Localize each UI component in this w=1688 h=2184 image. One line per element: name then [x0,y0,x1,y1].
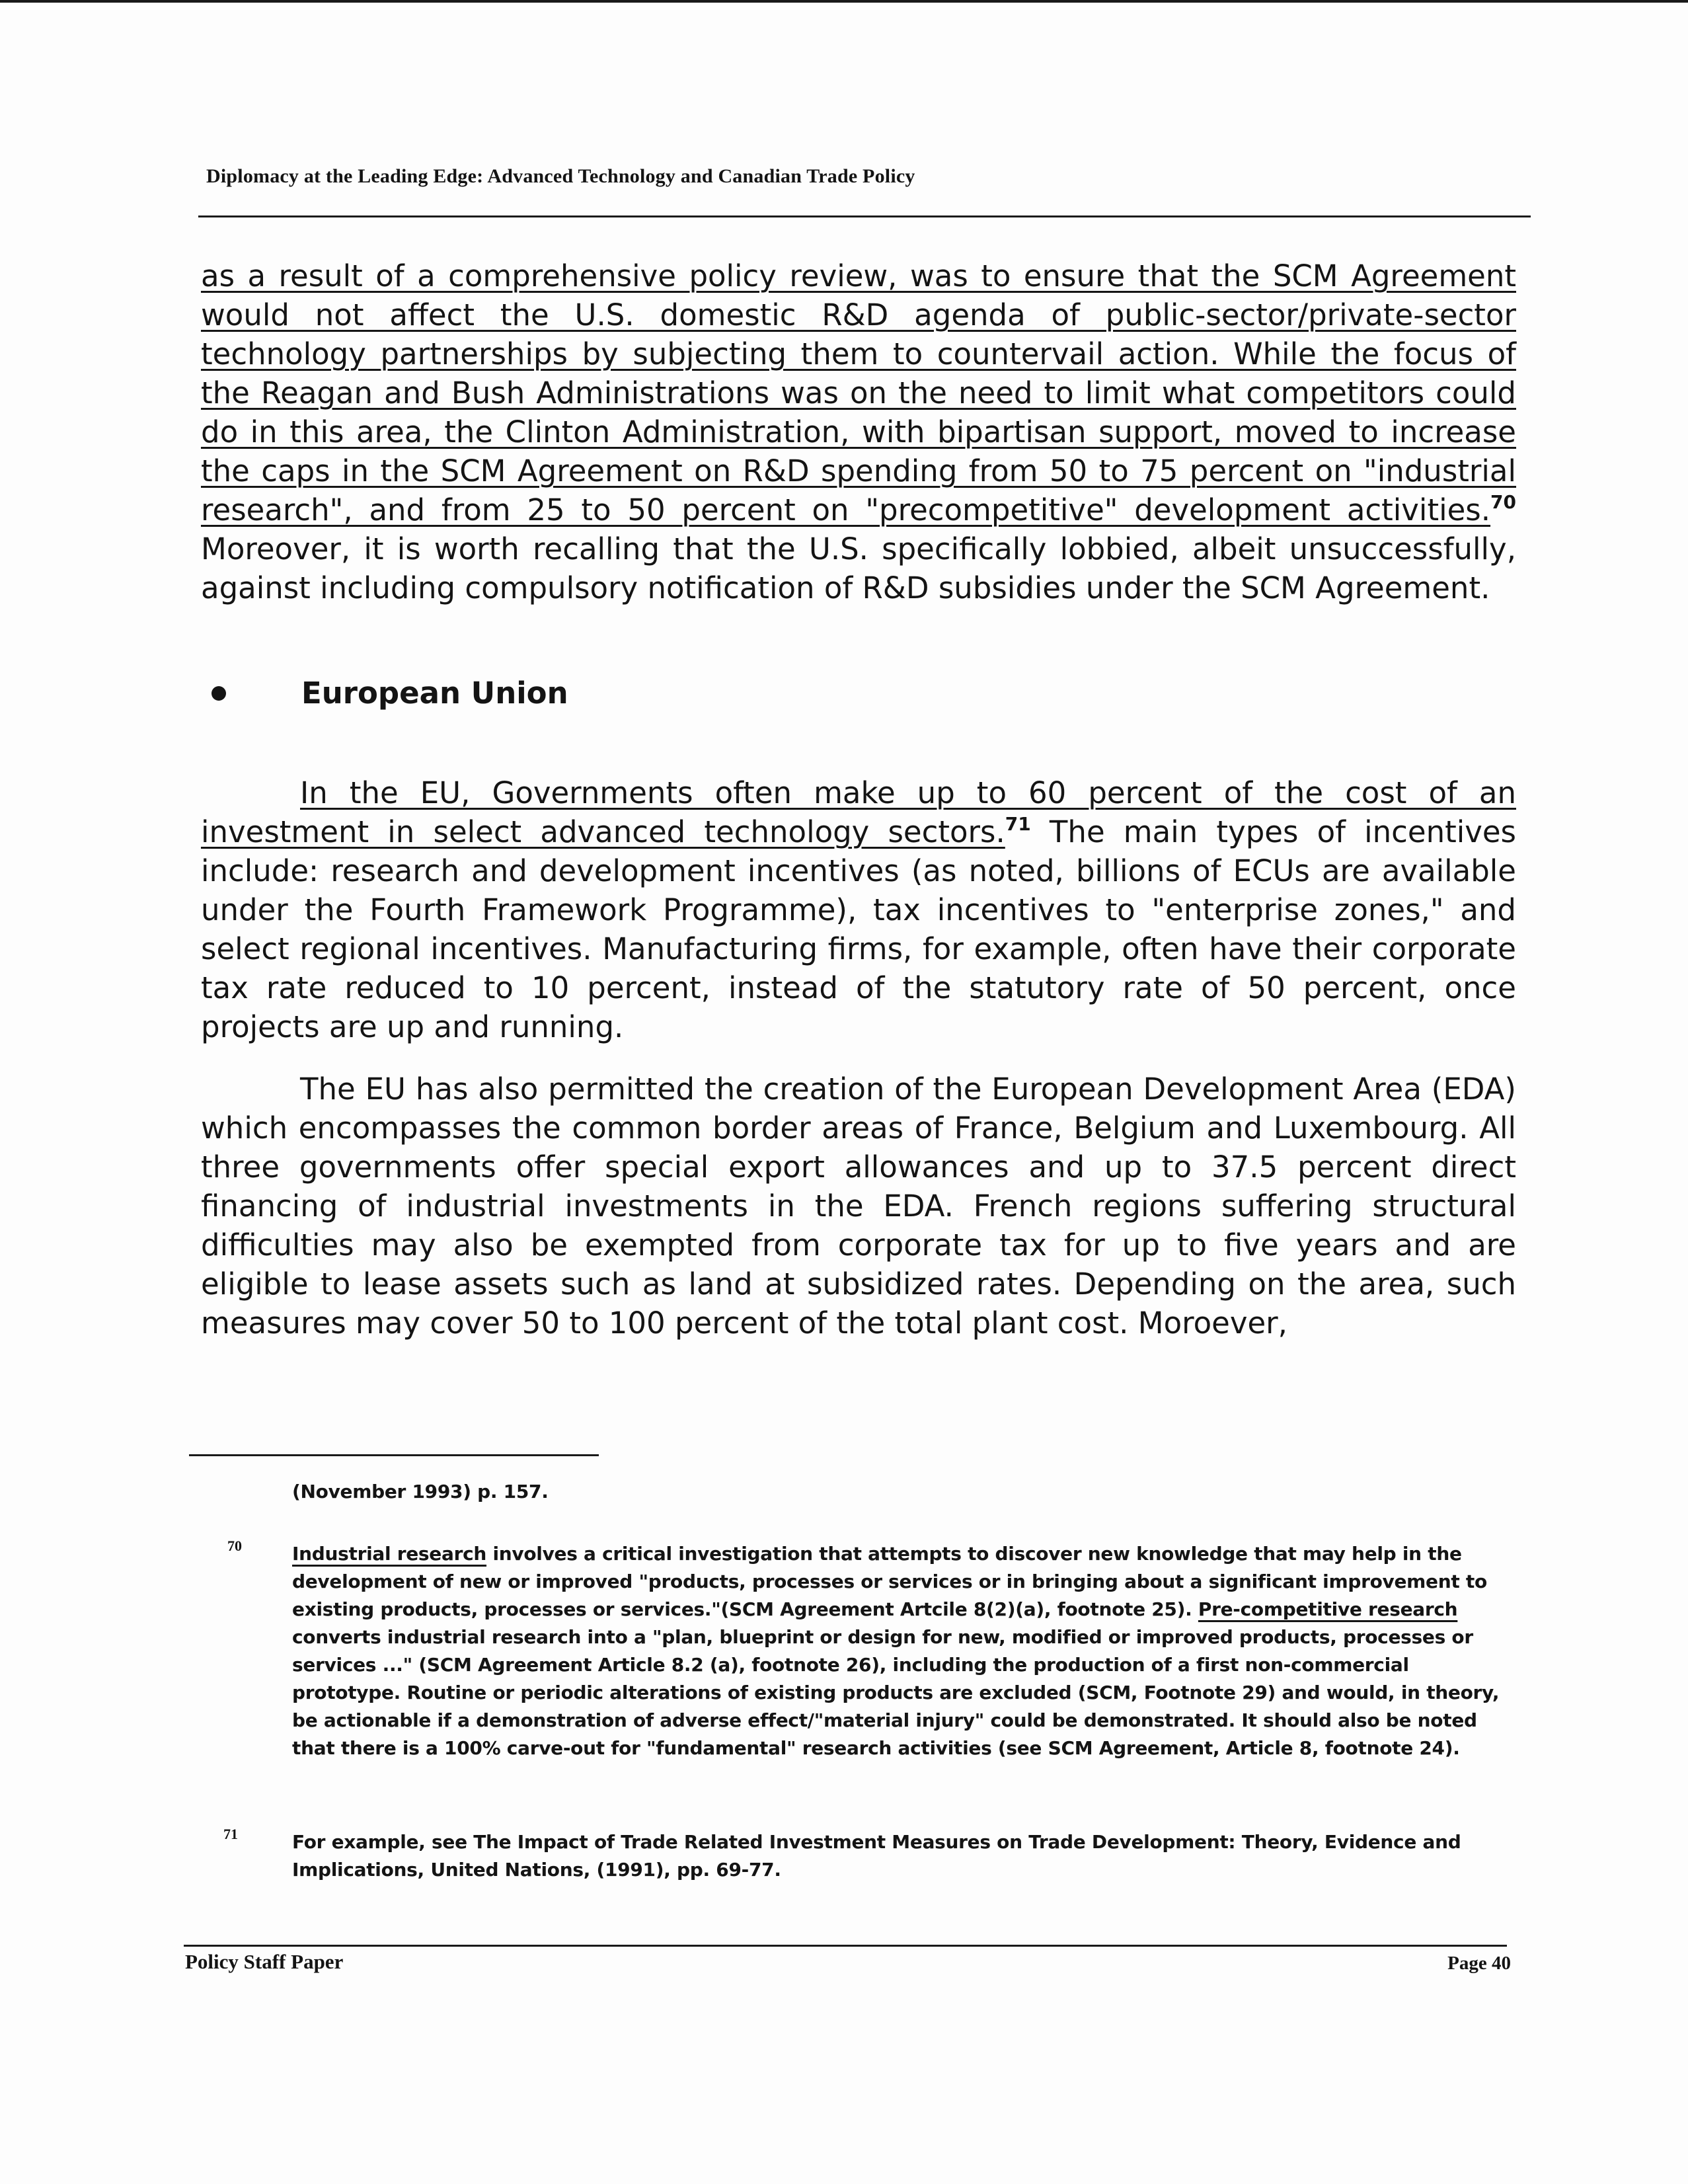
paragraph-text: Moreover, it is worth recalling that the U.S. specifically lobbied, albeit unsuccessfully, against including compulsory notification of R&D subsidies under the SCM Agreement. [201,531,1516,605]
underlined-passage: as a result of a comprehensive policy review, was to ensure that the SCM Agreement would not affect the U.S. domestic R&D agenda of public-sector/private-sector technology partnerships by subjecting them to countervail action. While the focus of the Reagan and Bush Administrations was on the need to limit what competitors could do in this area, the Clinton Administration, with bipartisan support, moved to increase the caps in the SCM Agreement on R&D spending from 50 to 75 percent on "industrial research", and from 25 to 50 percent on "precompetitive" development activities. [201,258,1516,527]
footnote-term: Pre-competitive research [1198,1598,1458,1620]
footnote-71: For example, see The Impact of Trade Related Investment Measures on Trade Development: Theory, Evidence and Implications, United Nations, (1991), pp. 69-77. [292,1831,1461,1881]
footnote-70 [292,1540,1510,1762]
section-heading: European Union [301,676,568,711]
paragraph-text: The main types of incentives include: research and development incentives (as noted, billions of ECUs are available under the Fourth Framework Programme), tax incentives to "enterprise zones," and select regional incentives. Manufacturing firms, for example, often have their corporate tax rate reduced to 10 percent, instead of the statutory rate of 50 percent, once projects are up and running. [201,814,1517,1044]
top-border-rule [0,0,1688,3]
footnote-separator [189,1454,599,1456]
footnote-ref-71: 71 [1005,813,1031,835]
running-header: Diplomacy at the Leading Edge: Advanced Technology and Canadian Trade Policy [206,165,915,187]
footnote-number-70: 70 [227,1538,242,1554]
bullet-icon [211,686,226,701]
footnote-text: involves a critical investigation that attempts to discover new knowledge that may help in the development of new or improved "products, processes or services or in bringing about a significant improvement to existing products, processes or services."(SCM Agreement Artcile 8(2)(a), footnote 25). [292,1543,1487,1620]
paragraph-us-policy [201,256,1516,607]
footer-publication: Policy Staff Paper [185,1950,344,1973]
footer-rule [184,1945,1507,1947]
footnote-number-71: 71 [223,1826,238,1842]
underlined-passage: In the EU, Governments often make up to 60 percent of the cost of an investment in select advanced technology sectors. [201,775,1516,849]
paragraph-eda: The EU has also permitted the creation of the European Development Area (EDA) which encompasses the common border areas of France, Belgium and Luxembourg. All three governments offer special export allowances and up to 37.5 percent direct financing of industrial investments in the EDA. French regions suffering structural difficulties may also be exempted from corporate tax for up to five years and are eligible to lease assets such as land at subsidized rates. Depending on the area, such measures may cover 50 to 100 percent of the total plant cost. Moroever, [201,1072,1516,1341]
footnote-term: Industrial research [292,1543,487,1565]
footnote-ref-70: 70 [1490,491,1516,513]
footnote-continuation: (November 1993) p. 157. [292,1481,549,1502]
paragraph-eu-incentives [201,773,1516,1046]
page-number: Page 40 [1447,1953,1511,1974]
footnote-text: converts industrial research into a "plan, blueprint or design for new, modified or improved products, processes or services ..." (SCM Agreement Article 8.2 (a), footnote 26), including the production of a first non-commercial prototype. Routine or periodic alterations of existing products are excluded (SCM, Footnote 29) and would, in theory, be actionable if a demonstration of adverse effect/"material injury" could be demonstrated. It should also be noted that there is a 100% carve-out for "fundamental" research activities (see SCM Agreement, Article 8, footnote 24). [292,1626,1500,1759]
header-rule [198,215,1531,217]
